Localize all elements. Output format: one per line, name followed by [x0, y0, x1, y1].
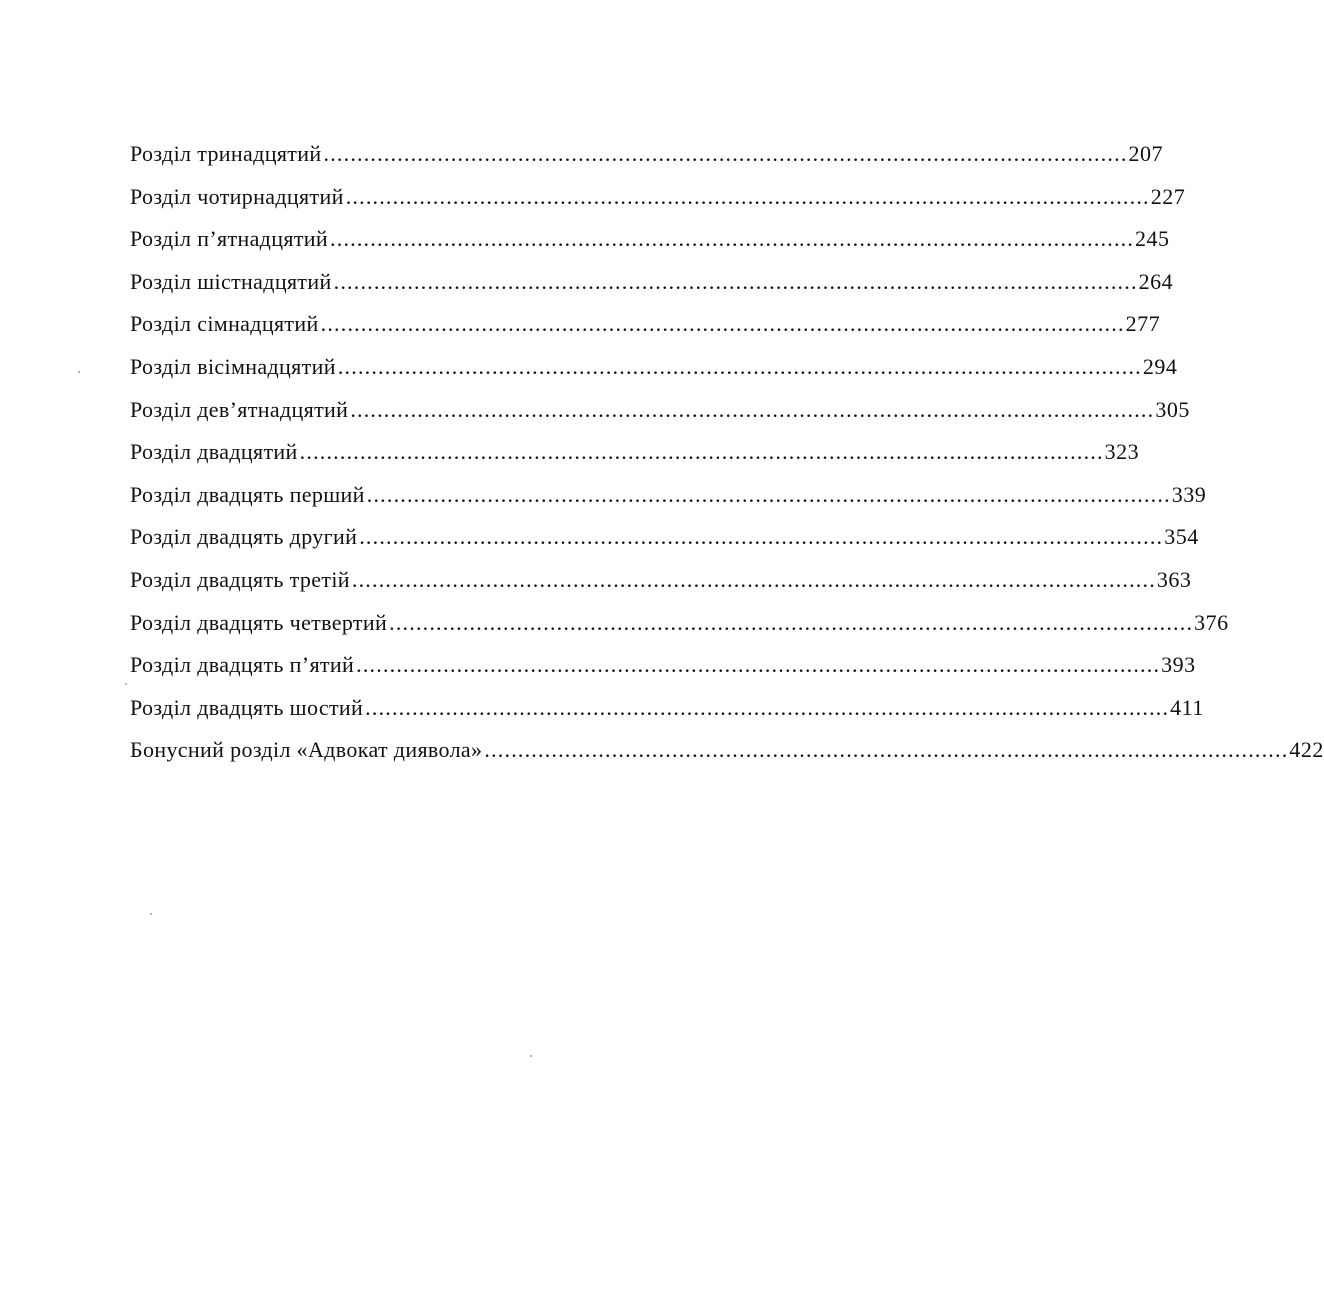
toc-entry-page: 363: [1156, 566, 1192, 592]
toc-dot-leader: ........................................................................................................................: [333, 268, 1138, 294]
toc-entry-title: Розділ дев’ятнадцятий: [130, 396, 349, 422]
toc-dot-leader: ........................................................................................................................: [320, 311, 1125, 337]
scan-speck: [530, 1055, 532, 1057]
toc-entry-page: 305: [1155, 396, 1190, 422]
toc-entry: [130, 389, 1190, 432]
toc-entry: [130, 559, 1192, 602]
toc-dot-leader: ........................................................................................................................: [337, 353, 1142, 379]
toc-entry: [130, 133, 1164, 176]
toc-dot-leader: ........................................................................................................................: [365, 694, 1170, 720]
toc-dot-leader: ........................................................................................................................: [356, 652, 1161, 678]
toc-dot-leader: ........................................................................................................................: [299, 439, 1104, 465]
toc-dot-leader: ........................................................................................................................: [484, 737, 1289, 763]
toc-entry: [130, 303, 1161, 346]
toc-entry-title: Розділ двадцять п’ятий: [130, 652, 355, 678]
toc-dot-leader: ........................................................................................................................: [330, 226, 1135, 252]
toc-entry-title: Розділ двадцять четвертий: [130, 609, 388, 635]
toc-entry: [130, 687, 1204, 730]
toc-entry-page: 376: [1194, 609, 1229, 635]
toc-dot-leader: ........................................................................................................................: [351, 566, 1156, 592]
toc-entry: [130, 644, 1196, 687]
toc-entry: [130, 346, 1178, 389]
toc-entry: [130, 729, 1324, 772]
toc-entry-title: Розділ сімнадцятий: [130, 311, 319, 337]
toc-entry-page: 393: [1161, 652, 1196, 678]
toc-entry: [130, 176, 1186, 219]
toc-entry-title: Розділ п’ятнадцятий: [130, 226, 329, 252]
toc-dot-leader: ........................................................................................................................: [366, 481, 1171, 507]
toc-entry-page: 207: [1128, 141, 1164, 166]
toc-entry-title: Розділ тринадцятий: [130, 141, 322, 166]
toc-entry-page: 264: [1138, 268, 1174, 294]
toc-dot-leader: ........................................................................................................................: [345, 183, 1150, 209]
toc-entry-page: 339: [1171, 481, 1207, 507]
toc-entry-page: 323: [1104, 439, 1140, 465]
toc-entry-page: 422: [1289, 737, 1324, 763]
toc-entry-page: 227: [1150, 183, 1186, 209]
toc-entry: [130, 516, 1199, 559]
toc-entry-page: 277: [1125, 311, 1161, 337]
toc-entry: [130, 261, 1174, 304]
toc-entry-title: Розділ шістнадцятий: [130, 268, 332, 294]
toc-entry: [130, 431, 1140, 474]
toc-dot-leader: ........................................................................................................................: [350, 396, 1155, 422]
scan-speck: [150, 913, 152, 915]
toc-entry-title: Розділ двадцять третій: [130, 566, 350, 592]
toc-entry-title: Розділ двадцять перший: [130, 481, 365, 507]
toc-entry-title: Розділ двадцять другий: [130, 524, 358, 550]
toc-entry-title: Розділ двадцять шостий: [130, 694, 364, 720]
toc-entry-page: 411: [1170, 694, 1204, 720]
toc-dot-leader: ........................................................................................................................: [359, 524, 1164, 550]
scan-speck: [125, 683, 127, 685]
toc-entry: [130, 602, 1229, 645]
scan-speck: [78, 371, 80, 373]
toc-entry-title: Розділ вісімнадцятий: [130, 353, 336, 379]
toc-entry-page: 354: [1164, 524, 1199, 550]
toc-entry-page: 245: [1135, 226, 1170, 252]
toc-entry-page: 294: [1142, 353, 1178, 379]
toc-entry: [130, 474, 1207, 517]
toc-dot-leader: ........................................................................................................................: [389, 609, 1194, 635]
toc-dot-leader: ........................................................................................................................: [323, 141, 1128, 166]
toc-entry-title: Розділ чотирнадцятий: [130, 183, 344, 209]
toc-entry-title: Розділ двадцятий: [130, 439, 298, 465]
toc-entry: [130, 218, 1170, 261]
toc-entry-title: Бонусний розділ «Адвокат диявола»: [130, 737, 483, 763]
table-of-contents: [130, 133, 1324, 772]
